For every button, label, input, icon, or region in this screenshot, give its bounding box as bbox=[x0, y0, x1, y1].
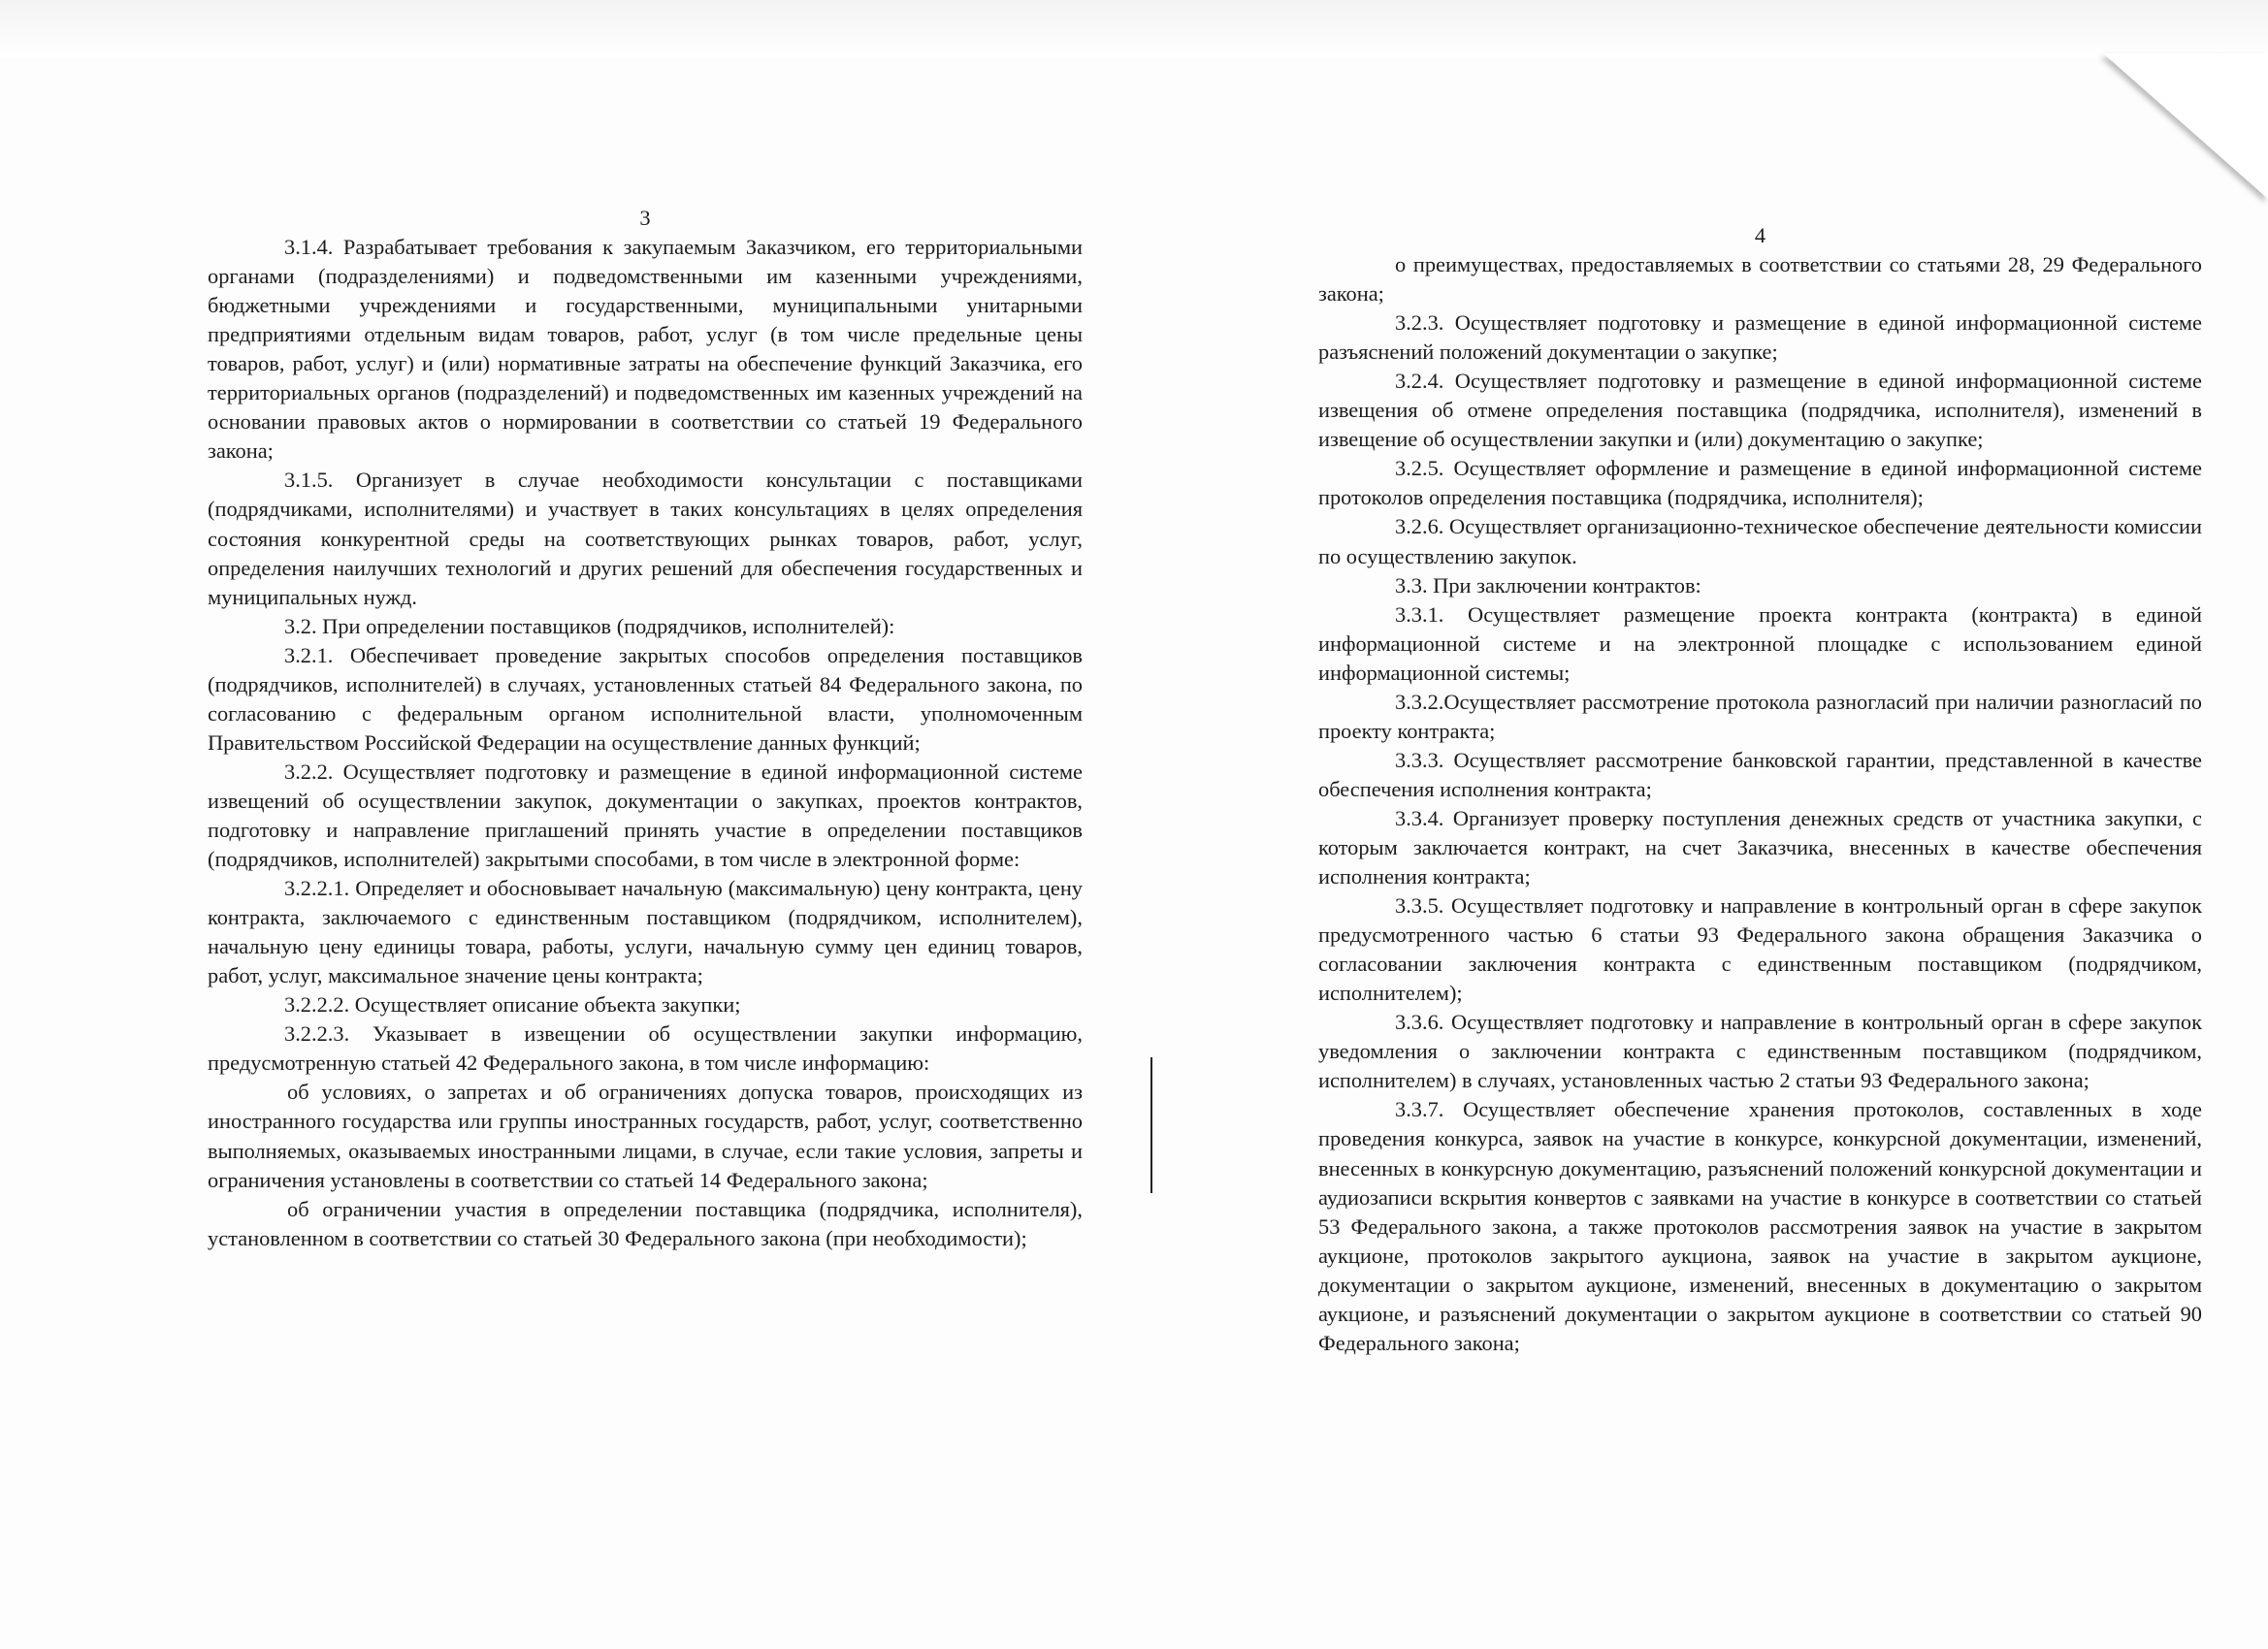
paragraph-3-3: 3.3. При заключении контрактов: bbox=[1395, 572, 1701, 598]
page-number: 4 bbox=[1754, 223, 1766, 247]
paragraph-3-2-2: 3.2.2. Осуществляет подготовку и размещение в единой информационной системе извещений об осуществлении закупок, документации о закупках, проектов контрактов, подготовку и направление приглашений принять участие в определении поставщиков (подрядчиков, исполнителей) закрытыми способами, в том числе в электронной форме: bbox=[208, 759, 1083, 872]
paragraph-3-3-1: 3.3.1. Осуществляет размещение проекта контракта (контракта) в единой информационной системе и на электронной площадке с использованием единой информационной системы; bbox=[1318, 601, 2202, 685]
page-left bbox=[208, 204, 1083, 1253]
paragraph-3-2-3: 3.2.3. Осуществляет подготовку и размещение в единой информационной системе разъяснений положений документации о закупке; bbox=[1318, 310, 2202, 365]
paragraph-3-2-2-2: 3.2.2.2. Осуществляет описание объекта закупки; bbox=[284, 992, 741, 1018]
paragraph-3-3-4: 3.3.4. Организует проверку поступления денежных средств от участника закупки, с которым заключается контракт, на счет Заказчика, внесенных в качестве обеспечения исполнения контракта; bbox=[1318, 805, 2202, 889]
paragraph-3-2: 3.2. При определении поставщиков (подрядчиков, исполнителей): bbox=[284, 613, 895, 638]
paragraph-3-3-6: 3.3.6. Осуществляет подготовку и направление в контрольный орган в сфере закупок уведомления о заключении контракта с единственным поставщиком (подрядчиком, исполнителем) в случаях, установленных частью 2 статьи 93 Федерального закона; bbox=[1318, 1010, 2202, 1093]
paragraph-3-2-2-1: 3.2.2.1. Определяет и обосновывает начальную (максимальную) цену контракта, цену контракта, заключаемого с единственным поставщиком (подрядчиком, исполнителем), начальную цену единицы товара, работы, услуги, начальную сумму цен единиц товаров, работ, услуг, максимальное значение цены контракта; bbox=[208, 876, 1083, 988]
paragraph-3-2-6: 3.2.6. Осуществляет организационно-техническое обеспечение деятельности комиссии по осуществлению закупок. bbox=[1318, 514, 2202, 568]
paragraph-3-2-2-3: 3.2.2.3. Указывает в извещении об осуществлении закупки информацию, предусмотренную статьей 42 Федерального закона, в том числе информацию: bbox=[208, 1021, 1083, 1076]
paragraph-3-2-4: 3.2.4. Осуществляет подготовку и размещение в единой информационной системе извещения об отмене определения поставщика (подрядчика, исполнителя), изменений в извещение об осуществлении закупки и (или) документацию о закупке; bbox=[1318, 369, 2202, 452]
paragraph-3-3-2: 3.3.2.Осуществляет рассмотрение протокола разногласий при наличии разногласий по проекту контракта; bbox=[1318, 689, 2202, 743]
paragraph-conditions: об условиях, о запретах и об ограничениях допуска товаров, происходящих из иностранного государства или группы иностранных государств, работ, услуг, соответственно выполняемых, оказываемых иностранными лицами, в случае, если такие условия, запреты и ограничения установлены в соответствии со статьей 14 Федерального закона; bbox=[208, 1080, 1083, 1192]
paragraph-3-2-5: 3.2.5. Осуществляет оформление и размещение в единой информационной системе протоколов определения поставщика (подрядчика, исполнителя); bbox=[1318, 456, 2202, 510]
margin-mark bbox=[1150, 1057, 1152, 1193]
page-number: 3 bbox=[639, 206, 651, 230]
paragraph-restriction: об ограничении участия в определении поставщика (подрядчика, исполнителя), установленном в соответствии со статьей 30 Федерального закона (при необходимости); bbox=[208, 1196, 1083, 1250]
paragraph-3-1-4: 3.1.4. Разрабатывает требования к закупаемым Заказчиком, его территориальными органами (подразделениями) и подведомственными им казенными учреждениями, бюджетными учреждениями и государственными, муниципальными унитарными предприятиями отдельным видам товаров, работ, услуг (в том числе предельные цены товаров, работ, услуг) и (или) нормативные затраты на обеспечение функций Заказчика, его территориальных органов (подразделений) и подведомственных им казенных учреждений на основании правовых актов о нормировании в соответствии со статьей 19 Федерального закона; bbox=[208, 235, 1083, 464]
folded-corner bbox=[2103, 53, 2268, 199]
paragraph-3-2-1: 3.2.1. Обеспечивает проведение закрытых способов определения поставщиков (подрядчиков, исполнителей) в случаях, установленных статьей 84 Федерального закона, по согласованию с федеральным органом исполнительной власти, уполномоченным Правительством Российской Федерации на осуществление данных функций; bbox=[208, 642, 1083, 755]
paragraph-3-3-3: 3.3.3. Осуществляет рассмотрение банковской гарантии, представленной в качестве обеспечения исполнения контракта; bbox=[1318, 747, 2202, 801]
paragraph-advantages: о преимуществах, предоставляемых в соответствии со статьями 28, 29 Федерального закона; bbox=[1318, 252, 2202, 307]
paragraph-3-3-5: 3.3.5. Осуществляет подготовку и направление в контрольный орган в сфере закупок предусмотренного частью 6 статьи 93 Федерального закона обращения Заказчика о согласовании заключения контракта с единственным поставщиком (подрядчиком, исполнителем); bbox=[1318, 893, 2202, 1006]
scan-edge bbox=[0, 0, 2268, 58]
page-right bbox=[1318, 221, 2202, 1358]
paragraph-3-1-5: 3.1.5. Организует в случае необходимости консультации с поставщиками (подрядчиками, исполнителями) и участвует в таких консультациях в целях определения состояния конкурентной среды на соответствующих рынках товаров, работ, услуг, определения наилучших технологий и других решений для обеспечения государственных и муниципальных нужд. bbox=[208, 468, 1083, 609]
paragraph-3-3-7: 3.3.7. Осуществляет обеспечение хранения протоколов, составленных в ходе проведения конкурса, заявок на участие в конкурсе, конкурсной документации, изменений, внесенных в конкурсную документацию, разъяснений положений конкурсной документации и аудиозаписи вскрытия конвертов с заявками на участие в конкурсе в соответствии со статьей 53 Федерального закона, а также протоколов рассмотрения заявок на участие в закрытом аукционе, протоколов закрытого аукциона, заявок на участие в закрытом аукционе, документации о закрытом аукционе, изменений, внесенных в документацию о закрытом аукционе, и разъяснений документации о закрытом аукционе в соответствии со статьей 90 Федерального закона; bbox=[1318, 1097, 2202, 1355]
